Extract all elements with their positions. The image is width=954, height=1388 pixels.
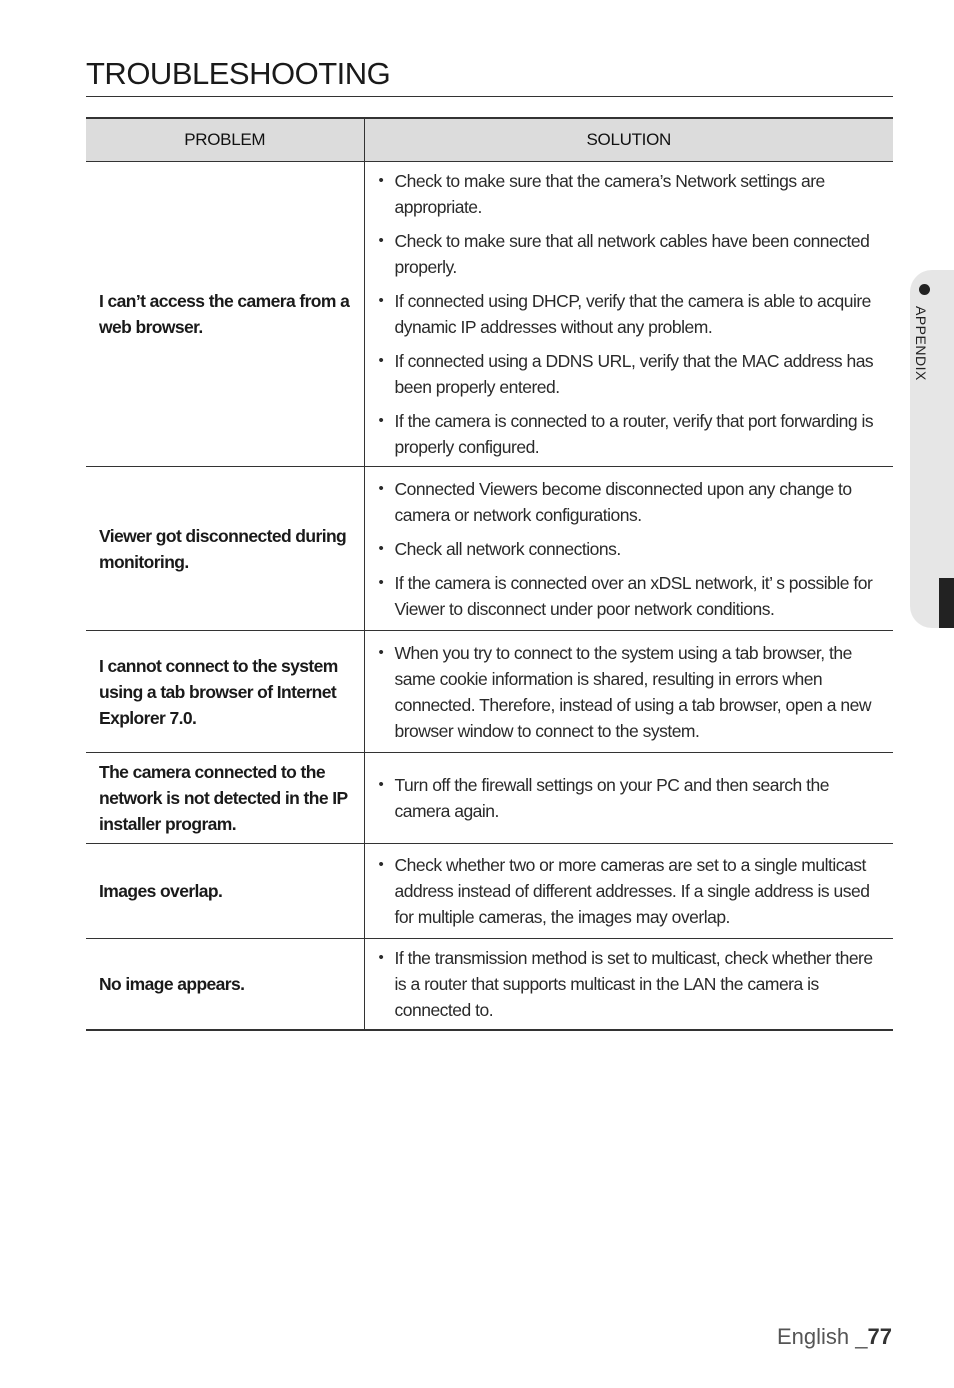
solution-item xyxy=(379,640,886,744)
solution-list xyxy=(379,945,886,1023)
solution-text: If connected using a DDNS URL, verify that the MAC address has been properly entered. xyxy=(394,351,874,397)
solution-text: Connected Viewers become disconnected upon any change to camera or network configurations. xyxy=(394,478,852,525)
solution-list xyxy=(379,772,886,824)
solution-item xyxy=(379,945,886,1023)
solution-cell xyxy=(364,939,893,1031)
problem-column-header: PROBLEM xyxy=(86,118,364,162)
bullet-icon: • xyxy=(378,539,384,557)
solution-item xyxy=(379,348,886,400)
problem-cell: Viewer got disconnected during monitoring. xyxy=(86,467,364,631)
solution-list xyxy=(379,640,886,744)
bullet-icon: • xyxy=(378,412,384,429)
bullet-icon: • xyxy=(378,776,384,793)
solution-item xyxy=(379,476,886,528)
bullet-icon: • xyxy=(378,352,384,369)
table-row xyxy=(86,753,893,844)
solution-item xyxy=(379,570,886,622)
solution-text: When you try to connect to the system using a tab browser, the same cookie information is shared, resulting in errors when connected. Therefore, instead of using a tab browser, open a new browser window to connect to the system. xyxy=(394,642,871,741)
solution-text: If the camera is connected over an xDSL network, it’ s possible for Viewer to disconnect under poor network conditions. xyxy=(394,572,873,619)
problem-cell: I cannot connect to the system using a tab browser of Internet Explorer 7.0. xyxy=(86,631,364,753)
solution-text: If the transmission method is set to multicast, check whether there is a router that supports multicast in the LAN the camera is connected to. xyxy=(394,948,873,1020)
bullet-icon: • xyxy=(378,643,384,661)
table-row xyxy=(86,631,893,753)
solution-column-header: SOLUTION xyxy=(364,118,893,162)
bullet-icon: • xyxy=(378,949,384,966)
solution-item xyxy=(379,772,886,824)
problem-cell: No image appears. xyxy=(86,939,364,1031)
solution-cell xyxy=(364,844,893,939)
problem-cell: The camera connected to the network is not detected in the IP installer program. xyxy=(86,753,364,844)
troubleshooting-table xyxy=(86,117,893,1031)
solution-text: If the camera is connected to a router, verify that port forwarding is properly configured. xyxy=(394,411,874,457)
bullet-icon: • xyxy=(378,479,384,497)
problem-cell: I can’t access the camera from a web browser. xyxy=(86,162,364,467)
solution-cell xyxy=(364,753,893,844)
bullet-icon: • xyxy=(378,172,384,189)
problem-cell: Images overlap. xyxy=(86,844,364,939)
bullet-icon: • xyxy=(378,292,384,309)
solution-text: Check to make sure that all network cables have been connected properly. xyxy=(394,231,870,277)
page-footer xyxy=(777,1324,892,1350)
solution-cell xyxy=(364,467,893,631)
solution-item xyxy=(379,228,886,280)
solution-item xyxy=(379,168,886,220)
solution-cell xyxy=(364,162,893,467)
table-row xyxy=(86,939,893,1031)
table-row xyxy=(86,467,893,631)
title-divider xyxy=(86,96,893,97)
table-header-row xyxy=(86,118,893,162)
solution-list xyxy=(379,476,886,622)
solution-item xyxy=(379,288,886,340)
solution-text: Check whether two or more cameras are set to a single multicast address instead of different addresses. If a single address is used for multiple cameras, the images may overlap. xyxy=(394,855,870,927)
bullet-icon: • xyxy=(378,573,384,591)
side-tab-dot-icon xyxy=(919,284,930,295)
side-tab-label: APPENDIX xyxy=(913,306,929,381)
solution-item xyxy=(379,408,886,460)
solution-item xyxy=(379,536,886,562)
table-row xyxy=(86,844,893,939)
page-number: 77 xyxy=(867,1324,892,1349)
solution-text: Check to make sure that the camera’s Network settings are appropriate. xyxy=(394,171,825,217)
bullet-icon: • xyxy=(378,232,384,249)
solution-item xyxy=(379,852,886,930)
table-row xyxy=(86,162,893,467)
bullet-icon: • xyxy=(378,856,384,873)
side-tab-marker xyxy=(939,578,954,628)
solution-list xyxy=(379,852,886,930)
footer-language: English _ xyxy=(777,1324,868,1349)
solution-text: Turn off the firewall settings on your PC and then search the camera again. xyxy=(394,775,829,821)
solution-cell xyxy=(364,631,893,753)
solution-text: If connected using DHCP, verify that the camera is able to acquire dynamic IP addresses without any problem. xyxy=(394,291,871,337)
solution-text: Check all network connections. xyxy=(394,538,621,559)
page-title: TROUBLESHOOTING xyxy=(86,56,391,91)
solution-list xyxy=(379,168,886,460)
